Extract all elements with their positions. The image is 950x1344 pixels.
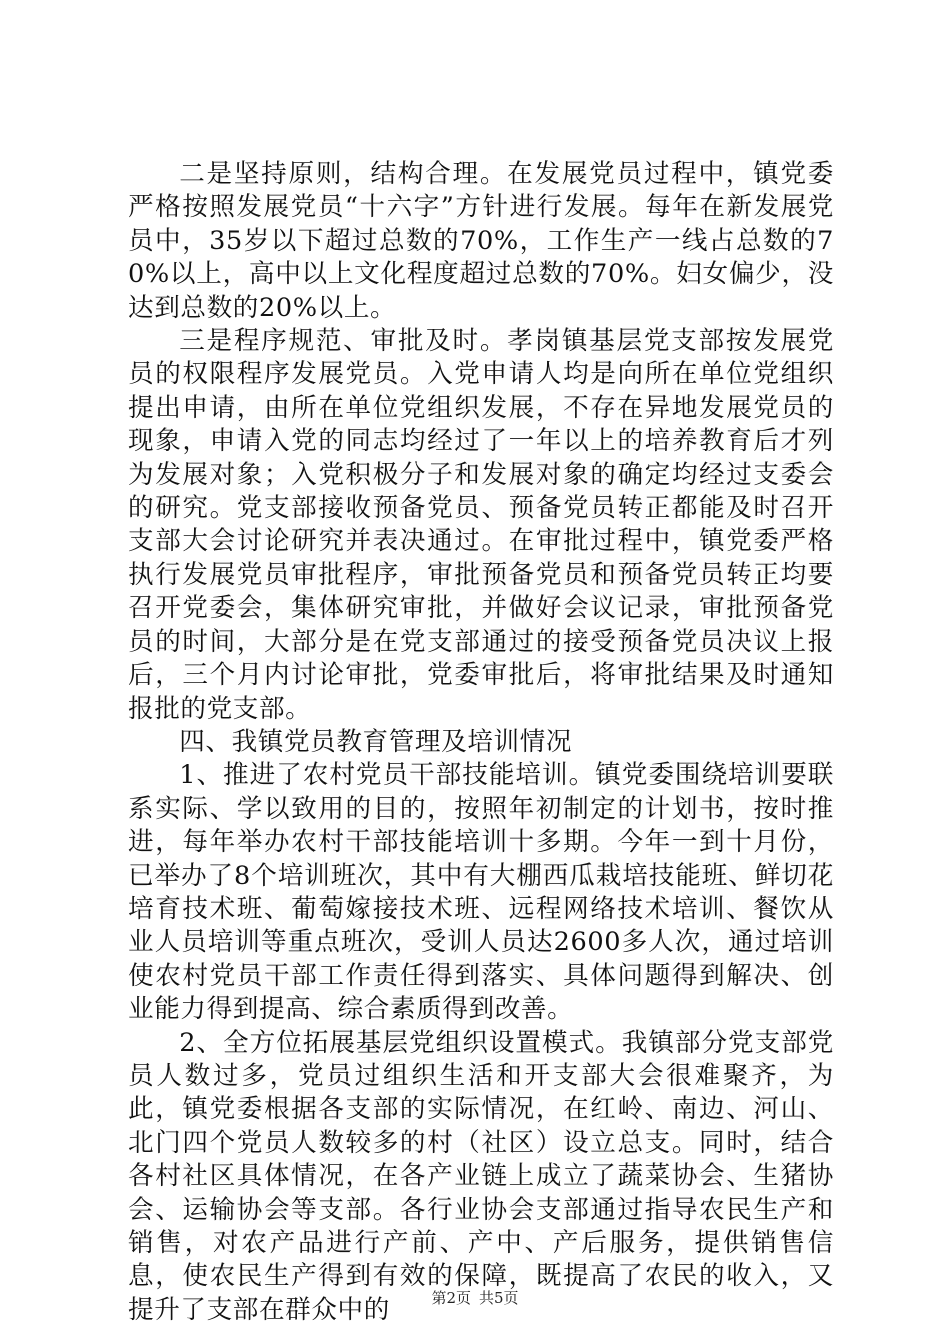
page-total: 共5页 — [479, 1289, 519, 1307]
paragraph-training: 1、推进了农村党员干部技能培训。镇党委围绕培训要联系实际、学以致用的目的，按照年初制定的计划书，按时推进，每年举办农村干部技能培训十多期。今年一到十月份，已举办了8个培训班次，其中有大棚西瓜栽培技能班、鲜切花培育技术班、葡萄嫁接技术班、远程网络技术培训、餐饮从业人员培训等重点班次，受训人员达2600多人次，通过培训使农村党员干部工作责任得到落实、具体问题得到解决、创业能力得到提高、综合素质得到改善。 — [128, 760, 834, 1025]
paragraph-procedure: 三是程序规范、审批及时。孝岗镇基层党支部按发展党员的权限程序发展党员。入党申请人均是向所在单位党组织提出申请，由所在单位党组织发展，不存在异地发展党员的现象，申请入党的同志均经过了一年以上的培养教育后才列为发展对象；入党积极分子和发展对象的确定均经过支委会的研究。党支部接收预备党员、预备党员转正都能及时召开支部大会讨论研究并表决通过。在审批过程中，镇党委严格执行发展党员审批程序，审批预备党员和预备党员转正均要召开党委会，集体研究审批，并做好会议记录，审批预备党员的时间，大部分是在党支部通过的接受预备党员决议上报后，三个月内讨论审批，党委审批后，将审批结果及时通知报批的党支部。 — [128, 326, 834, 724]
paragraph-organization: 2、全方位拓展基层党组织设置模式。我镇部分党支部党员人数过多，党员过组织生活和开支部大会很难聚齐，为此，镇党委根据各支部的实际情况，在红岭、南边、河山、北门四个党员人数较多的村（社区）设立总支。同时，结合各村社区具体情况，在各产业链上成立了蔬菜协会、生猪协会、运输协会等支部。各行业协会支部通过指导农民生产和销售，对农产品进行产前、产中、产后服务，提供销售信息，使农民生产得到有效的保障，既提高了农民的收入，又提升了支部在群众中的 — [128, 1027, 834, 1325]
paragraph-principle: 二是坚持原则，结构合理。在发展党员过程中，镇党委严格按照发展党员“十六字”方针进行发展。每年在新发展党员中，35岁以下超过总数的70%，工作生产一线占总数的70%以上，高中以上文化程度超过总数的70%。妇女偏少，没达到总数的20%以上。 — [128, 159, 834, 323]
page-number: 第2页 — [431, 1289, 471, 1307]
document-body — [128, 158, 834, 1327]
page-footer — [0, 1288, 950, 1308]
section-heading-education: 四、我镇党员教育管理及培训情况 — [179, 726, 573, 757]
